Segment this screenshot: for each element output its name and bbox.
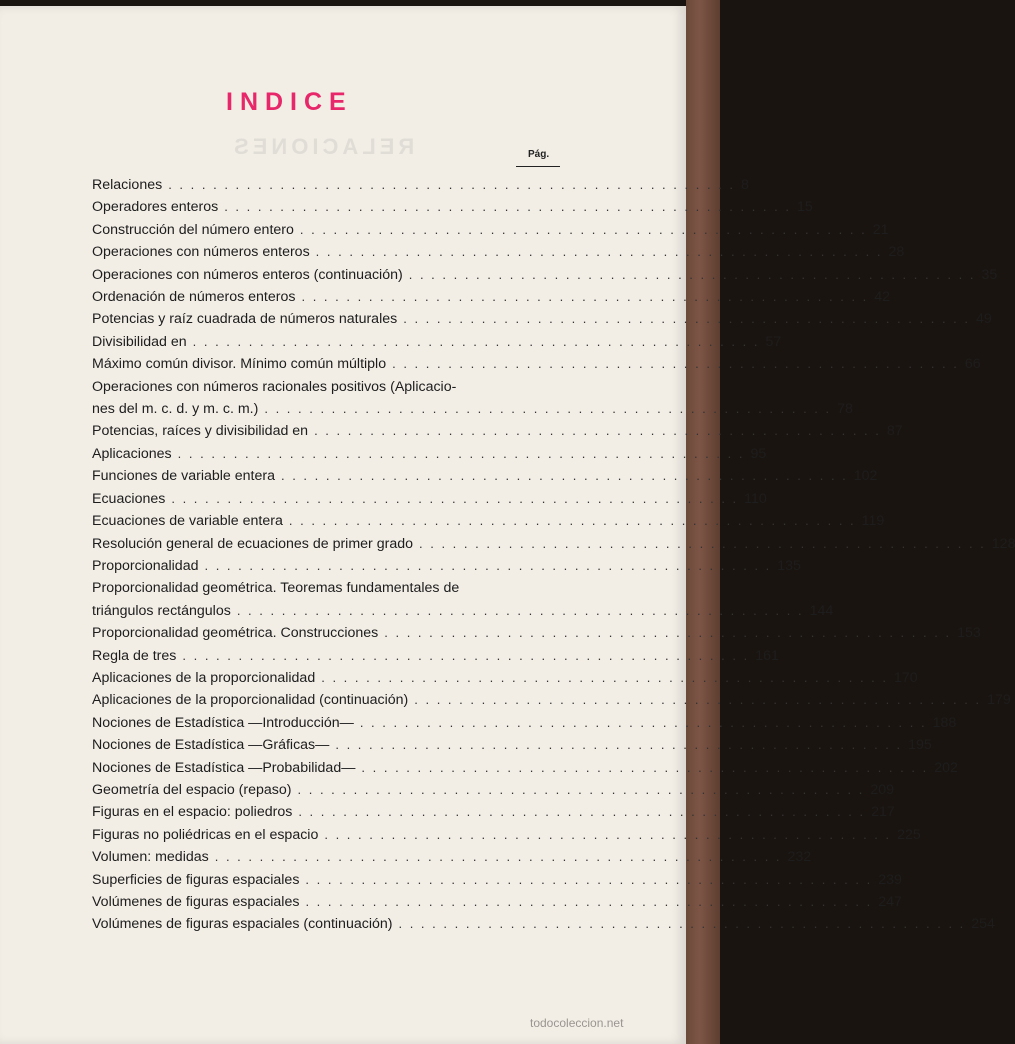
toc-entry [92, 488, 767, 510]
toc-entry-row [92, 734, 932, 756]
toc-entry-title: Aplicaciones de la proporcionalidad (continuación) [92, 692, 409, 709]
toc-entry-title-line1: Operaciones con números racionales positivos (Aplicacio- [92, 378, 457, 395]
toc-entry-row [92, 600, 834, 622]
dot-leader: . . . . . . . . . . . . . . . . . . . . . . . . . . . . . . . . . . . . . . . . . . . . . . . . . . . [392, 356, 959, 372]
toc-entry-title: Figuras en el espacio: poliedros [92, 804, 293, 821]
toc-entry-title: Nociones de Estadística —Introducción— [92, 714, 354, 731]
dot-leader: . . . . . . . . . . . . . . . . . . . . . . . . . . . . . . . . . . . . . . . . . . . . . . . . . . . [214, 849, 782, 865]
toc-entry-page: 49 [976, 311, 992, 328]
toc-entry [92, 353, 981, 375]
toc-entry [92, 286, 891, 308]
toc-entry-title: Potencias y raíz cuadrada de números naturales [92, 311, 398, 328]
dot-leader: . . . . . . . . . . . . . . . . . . . . . . . . . . . . . . . . . . . . . . . . . . . . . . . . . . . [297, 781, 865, 797]
page-title: INDICE [226, 88, 353, 116]
toc-entry-row [92, 488, 767, 510]
toc-entry [92, 555, 801, 577]
toc-entry [92, 533, 1015, 555]
toc-entry-row [92, 286, 891, 308]
toc-entry-page: 66 [964, 356, 981, 373]
dot-leader: . . . . . . . . . . . . . . . . . . . . . . . . . . . . . . . . . . . . . . . . . . . . . . . . . . . [204, 557, 772, 573]
toc-entry-title: Funciones de variable entera [92, 468, 275, 485]
toc-entry-page: 21 [872, 221, 889, 238]
toc-entry-title: Nociones de Estadística —Gráficas— [92, 737, 330, 754]
toc-entry-page: 95 [750, 445, 767, 462]
toc-entry-title: Ecuaciones de variable entera [92, 513, 283, 530]
toc-entry [92, 510, 885, 532]
toc-entry-row [92, 555, 801, 577]
toc-entry-page: 161 [755, 647, 779, 664]
toc-entry-row [92, 398, 853, 420]
dot-leader: . . . . . . . . . . . . . . . . . . . . . . . . . . . . . . . . . . . . . . . . . . . . . . . . . . . [177, 445, 745, 461]
toc-entry-title: Relaciones [92, 177, 163, 193]
toc-entry-page: 247 [878, 894, 902, 910]
toc-entry-title: Volumen: medidas [92, 849, 209, 866]
toc-entry-row [92, 264, 998, 286]
toc-entry-row [92, 645, 779, 667]
toc-entry-title: Proporcionalidad [92, 557, 199, 574]
toc-entry-row [92, 308, 992, 330]
toc-entry [92, 645, 779, 667]
dot-leader: . . . . . . . . . . . . . . . . . . . . . . . . . . . . . . . . . . . . . . . . . . . . . . . . . . . [236, 602, 804, 618]
toc-entry [92, 913, 995, 935]
toc-entry-page: 225 [897, 826, 921, 843]
toc-entry-title: Volúmenes de figuras espaciales [92, 894, 300, 910]
toc-entry-page: 128 [991, 535, 1015, 552]
toc-entry-page: 119 [861, 513, 885, 530]
toc-entry-title: Aplicaciones [92, 445, 172, 462]
dot-leader: . . . . . . . . . . . . . . . . . . . . . . . . . . . . . . . . . . . . . . . . . . . . . . . . . . . [301, 289, 869, 305]
toc-entry-row [92, 196, 813, 218]
toc-entry-page: 8 [741, 177, 749, 193]
dot-leader: . . . . . . . . . . . . . . . . . . . . . . . . . . . . . . . . . . . . . . . . . . . . . . . . . . . [315, 244, 883, 260]
toc-entry [92, 264, 998, 286]
toc-entry-page: 28 [888, 244, 905, 261]
table-of-contents [92, 174, 1015, 936]
dot-leader: . . . . . . . . . . . . . . . . . . . . . . . . . . . . . . . . . . . . . . . . . . . . . . . . . . . [280, 468, 848, 484]
toc-entry-title: Operadores enteros [92, 199, 219, 216]
dot-leader: . . . . . . . . . . . . . . . . . . . . . . . . . . . . . . . . . . . . . . . . . . . . . . . . . . . [384, 625, 952, 641]
toc-entry-title: Operaciones con números enteros (continuación) [92, 266, 403, 283]
toc-entry [92, 443, 767, 465]
toc-entry [92, 846, 812, 868]
toc-entry [92, 241, 905, 263]
toc-entry [92, 465, 878, 487]
dot-leader: . . . . . . . . . . . . . . . . . . . . . . . . . . . . . . . . . . . . . . . . . . . . . . . . . . . [398, 916, 966, 932]
toc-entry-title: Nociones de Estadística —Probabilidad— [92, 759, 356, 776]
toc-entry-title: triángulos rectángulos [92, 602, 231, 619]
toc-entry-page: 57 [765, 333, 782, 350]
toc-entry-title: Aplicaciones de la proporcionalidad [92, 669, 316, 686]
toc-entry-row [92, 353, 981, 375]
toc-entry [92, 801, 895, 823]
toc-entry [92, 219, 889, 241]
toc-entry-title: Regla de tres [92, 647, 177, 664]
dot-leader: . . . . . . . . . . . . . . . . . . . . . . . . . . . . . . . . . . . . . . . . . . . . . . . . . . . [305, 871, 873, 887]
toc-entry [92, 331, 782, 353]
toc-entry-title: Ecuaciones [92, 490, 166, 507]
toc-entry [92, 712, 957, 734]
toc-entry-row [92, 533, 1015, 555]
toc-entry-title: Ordenación de números enteros [92, 289, 296, 306]
toc-entry-page: 195 [908, 737, 932, 754]
dot-leader: . . . . . . . . . . . . . . . . . . . . . . . . . . . . . . . . . . . . . . . . . . . . . . . . . . . [324, 826, 892, 842]
toc-entry-page: 42 [874, 289, 891, 306]
toc-entry-page: 135 [777, 557, 801, 574]
toc-entry-title: Superficies de figuras espaciales [92, 871, 300, 888]
toc-entry-title: Figuras no poliédricas en el espacio [92, 826, 319, 843]
toc-entry-row [92, 689, 1011, 711]
toc-entry-row [92, 667, 918, 689]
toc-entry-page: 209 [870, 781, 894, 798]
dot-leader: . . . . . . . . . . . . . . . . . . . . . . . . . . . . . . . . . . . . . . . . . . . . . . . . . . . [182, 647, 750, 663]
toc-entry [92, 891, 902, 913]
toc-entry-row [92, 331, 782, 353]
toc-entry [92, 869, 902, 891]
watermark: todocoleccion.net [530, 1016, 624, 1030]
toc-entry [92, 779, 894, 801]
toc-entry-page: 110 [744, 490, 767, 507]
toc-entry-page: 102 [853, 468, 878, 485]
toc-entry-page: 35 [981, 266, 998, 283]
toc-entry-title: Resolución general de ecuaciones de primer grado [92, 535, 413, 552]
toc-entry-row [92, 869, 902, 891]
dot-leader: . . . . . . . . . . . . . . . . . . . . . . . . . . . . . . . . . . . . . . . . . . . . . . . . . . . [299, 221, 867, 237]
dot-leader: . . . . . . . . . . . . . . . . . . . . . . . . . . . . . . . . . . . . . . . . . . . . . . . . . . . [361, 759, 929, 775]
dot-leader: . . . . . . . . . . . . . . . . . . . . . . . . . . . . . . . . . . . . . . . . . . . . . . . . . . . [335, 737, 903, 753]
toc-entry-title: Máximo común divisor. Mínimo común múltiplo [92, 356, 387, 373]
toc-entry [92, 622, 981, 644]
toc-entry-page: 153 [957, 625, 981, 642]
dot-leader: . . . . . . . . . . . . . . . . . . . . . . . . . . . . . . . . . . . . . . . . . . . . . . . . . . . [305, 894, 873, 909]
toc-entry [92, 577, 834, 622]
toc-entry-row [92, 779, 894, 801]
toc-entry-row [92, 174, 749, 196]
toc-entry-page: 188 [932, 714, 957, 731]
toc-entry-title: Proporcionalidad geométrica. Construcciones [92, 625, 379, 642]
toc-entry-page: 170 [894, 669, 918, 686]
toc-entry-row [92, 891, 902, 913]
toc-entry-title: Operaciones con números enteros [92, 244, 310, 261]
toc-entry-page: 144 [809, 602, 834, 619]
dot-leader: . . . . . . . . . . . . . . . . . . . . . . . . . . . . . . . . . . . . . . . . . . . . . . . . . . . [419, 535, 986, 551]
toc-entry-page: 15 [796, 199, 813, 216]
toc-entry-row [92, 622, 981, 644]
toc-entry-title: Potencias, raíces y divisibilidad en [92, 423, 309, 440]
dot-leader: . . . . . . . . . . . . . . . . . . . . . . . . . . . . . . . . . . . . . . . . . . . . . . . . . . . [224, 199, 791, 215]
toc-entry-row [92, 801, 895, 823]
toc-entry-row [92, 443, 767, 465]
toc-entry-row [92, 420, 903, 442]
dot-leader: . . . . . . . . . . . . . . . . . . . . . . . . . . . . . . . . . . . . . . . . . . . . . . . . . . . [192, 333, 760, 349]
dot-leader: . . . . . . . . . . . . . . . . . . . . . . . . . . . . . . . . . . . . . . . . . . . . . . . . . . . [359, 714, 927, 730]
toc-entry-row [92, 712, 957, 734]
dot-leader: . . . . . . . . . . . . . . . . . . . . . . . . . . . . . . . . . . . . . . . . . . . . . . . . . . . [264, 401, 832, 417]
toc-entry-title-line1: Proporcionalidad geométrica. Teoremas fundamentales de [92, 580, 460, 597]
toc-entry-title: nes del m. c. d. y m. c. m.) [92, 401, 259, 418]
toc-entry-row [92, 241, 905, 263]
toc-entry-page: 87 [886, 423, 903, 440]
dot-leader: . . . . . . . . . . . . . . . . . . . . . . . . . . . . . . . . . . . . . . . . . . . . . . . . . . . [403, 311, 971, 327]
toc-entry-row [92, 465, 878, 487]
toc-entry [92, 196, 813, 218]
dot-leader: . . . . . . . . . . . . . . . . . . . . . . . . . . . . . . . . . . . . . . . . . . . . . . . . . . . [288, 513, 856, 529]
toc-entry-page: 202 [934, 759, 958, 776]
dot-leader: . . . . . . . . . . . . . . . . . . . . . . . . . . . . . . . . . . . . . . . . . . . . . . . . . . . [168, 177, 735, 192]
page-column-header: Pág. [528, 149, 550, 160]
toc-entry-page: 232 [787, 849, 812, 866]
toc-entry-page: 78 [837, 401, 853, 418]
toc-entry [92, 757, 958, 779]
toc-entry-page: 254 [971, 916, 995, 933]
toc-entry-row [92, 219, 889, 241]
toc-entry-title: Divisibilidad en [92, 333, 187, 350]
dot-leader: . . . . . . . . . . . . . . . . . . . . . . . . . . . . . . . . . . . . . . . . . . . . . . . . . . . [414, 692, 982, 708]
toc-entry [92, 824, 921, 846]
toc-entry-title: Geometría del espacio (repaso) [92, 781, 292, 798]
dot-leader: . . . . . . . . . . . . . . . . . . . . . . . . . . . . . . . . . . . . . . . . . . . . . . . . . . . [321, 669, 889, 685]
dot-leader: . . . . . . . . . . . . . . . . . . . . . . . . . . . . . . . . . . . . . . . . . . . . . . . . . . . [408, 266, 976, 282]
toc-entry-title: Volúmenes de figuras espaciales (continuación) [92, 916, 393, 933]
bleed-through-text: RELACIONES [230, 134, 415, 159]
toc-entry [92, 689, 1011, 711]
dot-leader: . . . . . . . . . . . . . . . . . . . . . . . . . . . . . . . . . . . . . . . . . . . . . . . . . . . [298, 804, 866, 820]
header-rule [516, 166, 560, 167]
toc-entry [92, 734, 932, 756]
toc-entry-title: Construcción del número entero [92, 221, 294, 238]
toc-entry [92, 376, 853, 421]
toc-entry-page: 239 [878, 871, 902, 888]
toc-entry-row [92, 846, 812, 868]
toc-entry [92, 667, 918, 689]
toc-entry-row [92, 913, 995, 935]
toc-entry-page: 217 [871, 804, 895, 821]
toc-entry [92, 308, 992, 330]
toc-entry-page: 179 [987, 692, 1011, 709]
toc-entry-row [92, 510, 885, 532]
toc-entry-row [92, 757, 958, 779]
toc-entry [92, 420, 903, 442]
toc-entry [92, 174, 749, 196]
dot-leader: . . . . . . . . . . . . . . . . . . . . . . . . . . . . . . . . . . . . . . . . . . . . . . . . . . . [171, 490, 739, 506]
toc-entry-row [92, 824, 921, 846]
dot-leader: . . . . . . . . . . . . . . . . . . . . . . . . . . . . . . . . . . . . . . . . . . . . . . . . . . . [314, 423, 881, 439]
